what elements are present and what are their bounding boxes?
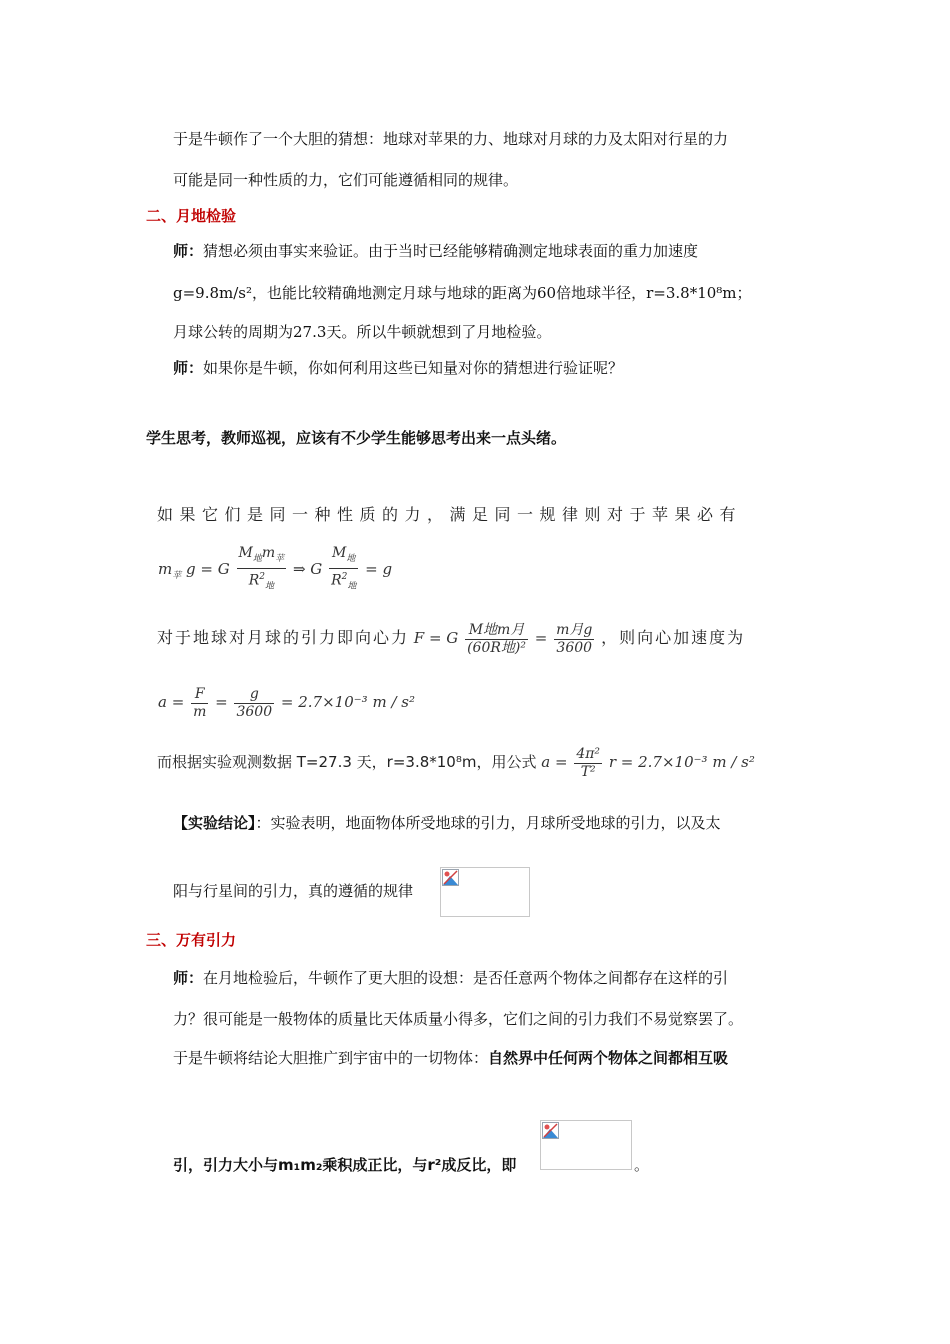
conclusion-text: ：实验表明，地面物体所受地球的引力，月球所受地球的引力，以及太 (255, 814, 721, 832)
fraction: $\frac{M_地m_苹}{R^2_地}$ (238, 545, 285, 592)
broken-image-icon (442, 869, 459, 886)
missing-image-placeholder (440, 867, 530, 917)
teacher-question: 如果你是牛顿，你如何利用这些已知量对你的猜想进行验证呢？ (203, 359, 624, 377)
paragraph-line: 于是牛顿作了一个大胆的猜想：地球对苹果的力、地球对月球的力及太阳对行星的力 (173, 130, 729, 148)
paragraph-line: 力？很可能是一般物体的质量比天体质量小得多，它们之间的引力我们不易觉察罢了。 (173, 1010, 744, 1028)
teacher-text: 在月地检验后，牛顿作了更大胆的设想：是否任意两个物体之间都存在这样的引 (203, 969, 729, 987)
teacher-line (173, 358, 623, 378)
derivation-line: 如果它们是同一种性质的力，满足同一规律则对于苹果必有 (157, 505, 743, 524)
teacher-line (173, 241, 698, 261)
paragraph-line: g=9.8m/s²，也能比较精确地测定月球与地球的距离为60倍地球半径，r=3.8*10⁸m； (173, 284, 752, 302)
law-statement: 自然界中任何两个物体之间都相互吸 (488, 1049, 729, 1067)
section-heading: 三、万有引力 (146, 931, 237, 949)
period: 。 (634, 1156, 650, 1174)
teacher-label: 师： (173, 359, 204, 377)
equation-moon-force: F = G $\frac{\text{M地m月}}{\text{(60R地)²}}$ = $\frac{\text{m月g}}{3600}$ (413, 621, 593, 656)
paragraph-line: 阳与行星间的引力，真的遵循的规律 (173, 882, 414, 900)
paragraph-line: 于是牛顿将结论大胆推广到宇宙中的一切物体：自然界中任何两个物体之间都相互吸 (173, 1049, 729, 1067)
missing-image-placeholder (540, 1120, 632, 1170)
derivation-line: 对于地球对月球的引力即向心力 F = G $\frac{\text{M地m月}}{\text{(60R地)²}}$ = $\frac{\text{m月g}}{3600}$ ，则向心加速度为 (157, 621, 746, 656)
teacher-label: 师： (173, 969, 204, 987)
equation-acceleration: a = $\frac{F}{m}$ = $\frac{g}{3600}$ = 2.7×10⁻³ m / s² (158, 685, 415, 720)
derivation-line: 而根据实验观测数据 T=27.3 天，r=3.8*10⁸m，用公式 a = $\frac{\text{4π²}}{\text{T²}}$ r = 2.7×10⁻³ m / s² (157, 745, 755, 780)
students-think: 学生思考，教师巡视，应该有不少学生能够思考出来一点头绪。 (146, 429, 567, 447)
teacher-line (173, 968, 728, 988)
equation-apple: $m_苹$ g = G $\frac{M_地m_苹}{R^2_地}$ ⇒ G $\frac{M_地}{R^2_地}$ = g (158, 545, 392, 598)
law-statement-end: 引，引力大小与m₁m₂乘积成正比，与r²成反比，即 (173, 1156, 517, 1174)
fraction: $\frac{M_地}{R^2_地}$ (331, 545, 357, 592)
equation-period: a = $\frac{\text{4π²}}{\text{T²}}$ r = 2.7×10⁻³ m / s² (541, 745, 755, 780)
conclusion-label: 【实验结论】 (173, 814, 256, 832)
paragraph-line: 月球公转的周期为27.3天。所以牛顿就想到了月地检验。 (173, 323, 552, 341)
teacher-text: 猜想必须由事实来验证。由于当时已经能够精确测定地球表面的重力加速度 (203, 242, 699, 260)
conclusion-line (173, 813, 721, 833)
teacher-label: 师： (173, 242, 204, 260)
section-heading: 二、月地检验 (146, 207, 237, 225)
paragraph-line: 可能是同一种性质的力，它们可能遵循相同的规律。 (173, 171, 519, 189)
broken-image-icon (542, 1122, 559, 1139)
